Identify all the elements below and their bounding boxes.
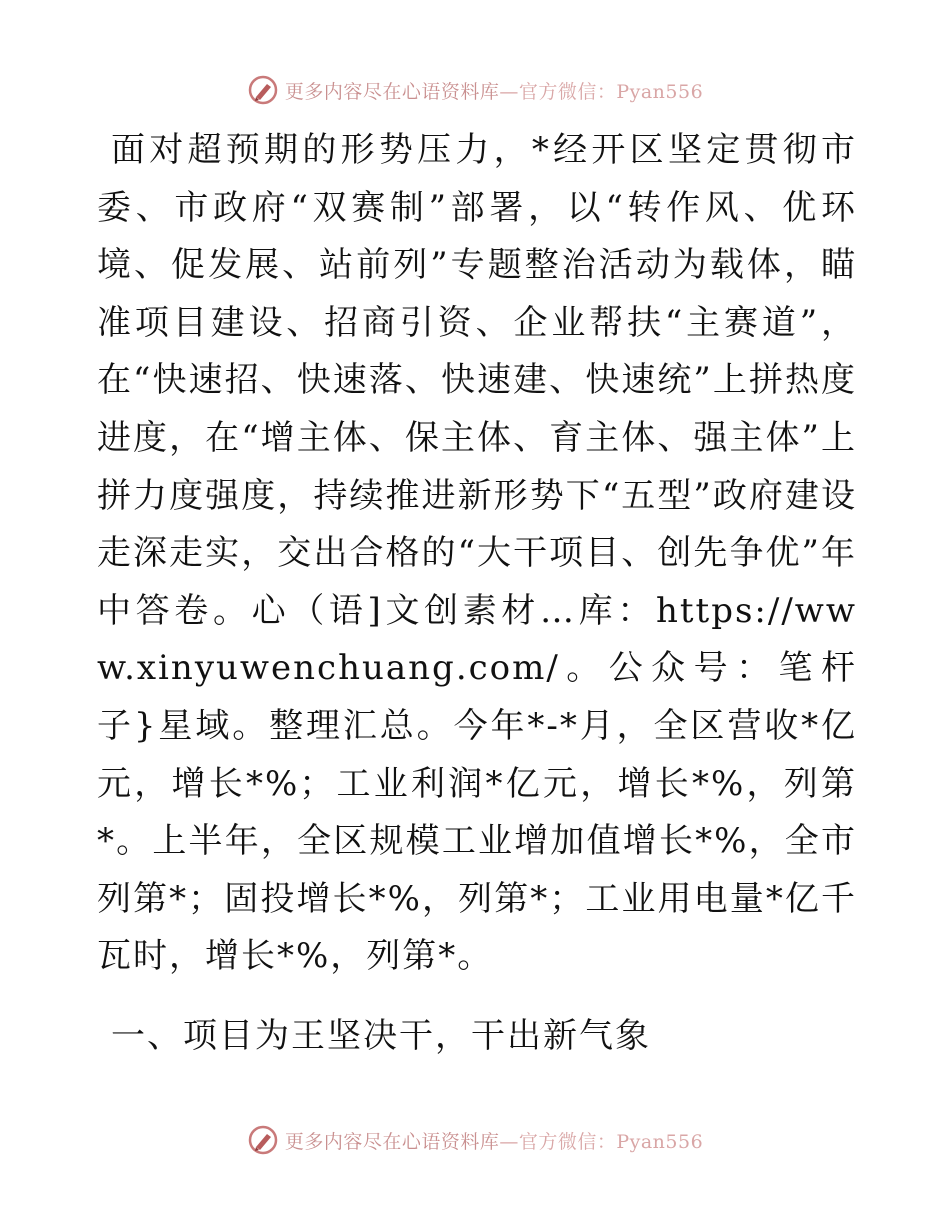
pen-logo-icon [247,74,279,106]
watermark-contact: 官方微信：Pyan556 [518,1130,704,1153]
watermark-brand: 更多内容尽在心语资料库 [284,1130,500,1153]
watermark-separator: — [499,1130,519,1153]
watermark-contact: 官方微信：Pyan556 [518,80,704,103]
document-body [97,122,857,986]
footer-watermark [0,1120,950,1160]
section-heading: 一、项目为王坚决干，干出新气象 [111,1016,651,1056]
watermark-text [285,1127,703,1154]
pen-logo-icon [247,1124,279,1156]
watermark-brand: 更多内容尽在心语资料库 [284,80,500,103]
body-paragraph: 面对超预期的形势压力，*经开区坚定贯彻市委、市政府“双赛制”部署，以“转作风、优环境、促发展、站前列”专题整治活动为载体，瞄准项目建设、招商引资、企业帮扶“主赛道”，在“快速招、快速落、快速建、快速统”上拼热度进度，在“增主体、保主体、育主体、强主体”上拼力度强度，持续推进新形势下“五型”政府建设走深走实，交出合格的“大干项目、创先争优”年中答卷。心（语]文创素材…库：https://www.xinyuwenchuang.com/。公众号：笔杆子}星域。整理汇总。今年*-*月，全区营收*亿元，增长*%；工业利润*亿元，增长*%，列第*。上半年，全区规模工业增加值增长*%，全市列第*；固投增长*%，列第*；工业用电量*亿千瓦时，增长*%，列第*。 [97,130,857,977]
watermark-text [285,77,703,104]
header-watermark [0,70,950,110]
watermark-separator: — [499,80,519,103]
